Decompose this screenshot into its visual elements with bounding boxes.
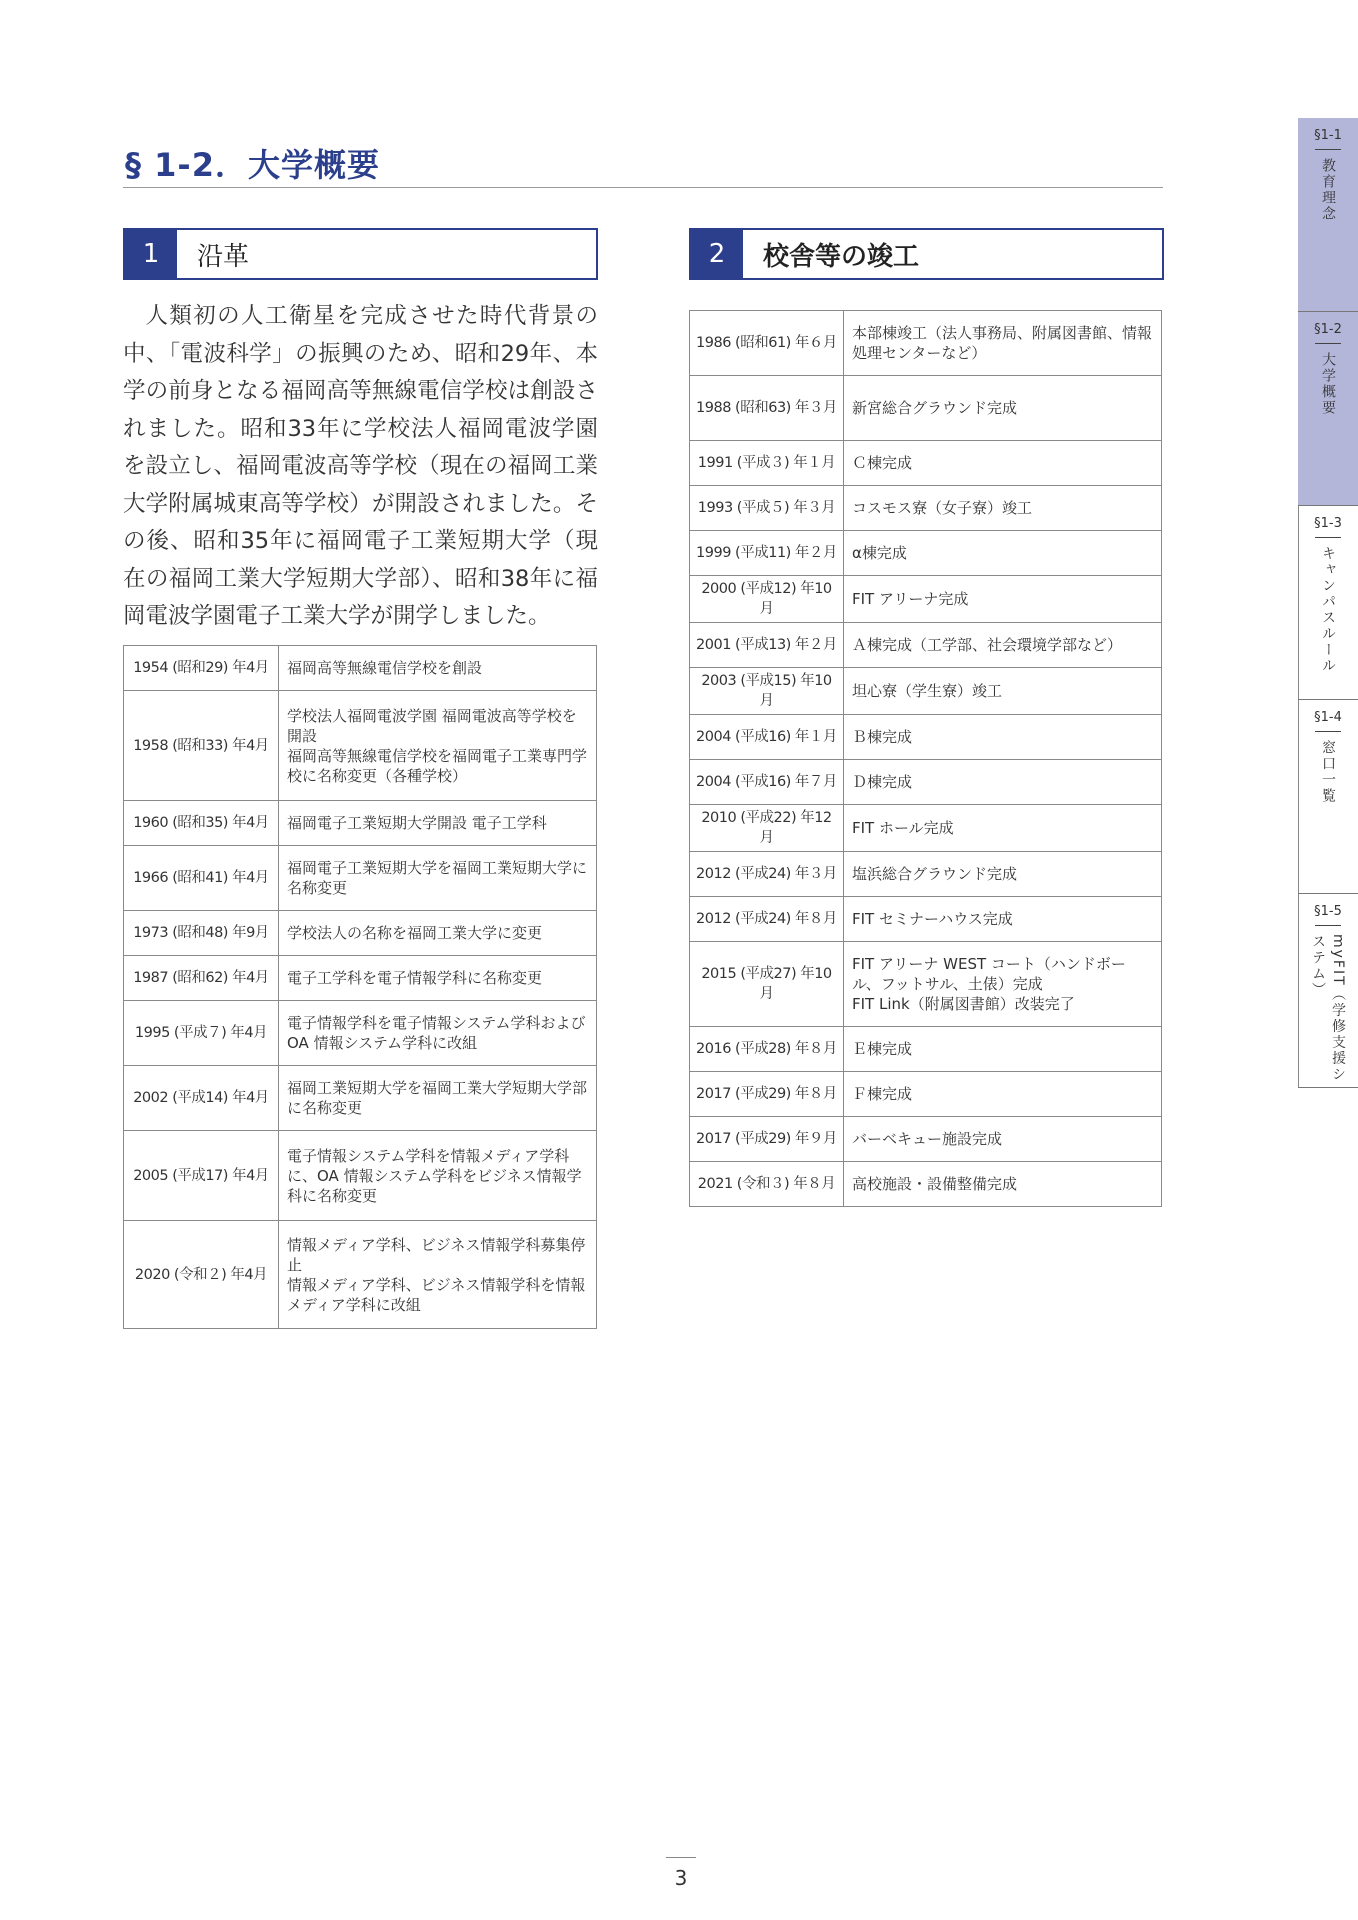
history-table xyxy=(123,645,597,1329)
date-cell: 1958 (昭和33) 年4月 xyxy=(124,691,279,801)
table-row xyxy=(124,646,597,691)
event-cell: 塩浜総合グラウンド完成 xyxy=(844,852,1162,897)
event-cell: Ａ棟完成（工学部、社会環境学部など） xyxy=(844,623,1162,668)
tab-code: §1-3 xyxy=(1314,516,1342,531)
event-cell: Ｂ棟完成 xyxy=(844,715,1162,760)
date-cell: 2012 (平成24) 年３月 xyxy=(690,852,844,897)
tab-code: §1-2 xyxy=(1314,322,1342,337)
date-cell: 2001 (平成13) 年２月 xyxy=(690,623,844,668)
event-cell: 福岡工業短期大学を福岡工業大学短期大学部に名称変更 xyxy=(279,1066,597,1131)
event-cell: 福岡高等無線電信学校を創設 xyxy=(279,646,597,691)
tab-label: 窓口一覧 xyxy=(1320,740,1336,804)
sidebar-tab-1-3[interactable] xyxy=(1298,506,1358,700)
date-cell: 1954 (昭和29) 年4月 xyxy=(124,646,279,691)
date-cell: 2004 (平成16) 年７月 xyxy=(690,760,844,805)
event-cell: Ｄ棟完成 xyxy=(844,760,1162,805)
table-row xyxy=(690,715,1162,760)
section-label: 沿革 xyxy=(197,241,250,272)
date-cell: 2005 (平成17) 年4月 xyxy=(124,1131,279,1221)
date-cell: 1993 (平成５) 年３月 xyxy=(690,486,844,531)
section-heading-history xyxy=(123,228,598,280)
section-number: 1 xyxy=(125,230,177,278)
tab-divider xyxy=(1315,343,1341,344)
date-cell: 1966 (昭和41) 年4月 xyxy=(124,846,279,911)
event-cell: Ｆ棟完成 xyxy=(844,1072,1162,1117)
date-cell: 2017 (平成29) 年９月 xyxy=(690,1117,844,1162)
event-cell: 高校施設・設備整備完成 xyxy=(844,1162,1162,1207)
date-cell: 1973 (昭和48) 年9月 xyxy=(124,911,279,956)
table-row xyxy=(124,1066,597,1131)
table-row xyxy=(124,1131,597,1221)
tab-label: myFIT（学修支援システム） xyxy=(1310,934,1346,1083)
sidebar-tab-1-5[interactable] xyxy=(1298,894,1358,1088)
event-cell: FIT アリーナ WEST コート（ハンドボール、フットサル、土俵）完成 FIT Link（附属図書館）改装完了 xyxy=(844,942,1162,1027)
table-row xyxy=(690,531,1162,576)
event-cell: 本部棟竣工（法人事務局、附属図書館、情報処理センターなど） xyxy=(844,311,1162,376)
date-cell: 2003 (平成15) 年10月 xyxy=(690,668,844,715)
table-row xyxy=(690,897,1162,942)
section-heading-construction xyxy=(689,228,1164,280)
history-intro-paragraph: 人類初の人工衛星を完成させた時代背景の中、「電波科学」の振興のため、昭和29年、本学の前身となる福岡高等無線電信学校は創設されました。昭和33年に学校法人福岡電波学園を設立し、福岡電波高等学校（現在の福岡工業大学附属城東高等学校）が開設されました。その後、昭和35年に福岡電子工業短期大学（現在の福岡工業大学短期大学部）、昭和38年に福岡電波学園電子工業大学が開学しました。 xyxy=(123,303,598,629)
tab-divider xyxy=(1315,149,1341,150)
event-cell: 福岡電子工業短期大学を福岡工業短期大学に名称変更 xyxy=(279,846,597,911)
table-row xyxy=(124,1001,597,1066)
table-row xyxy=(690,623,1162,668)
tab-label: キャンパスルール xyxy=(1320,546,1336,674)
table-row xyxy=(124,956,597,1001)
event-cell: Ｅ棟完成 xyxy=(844,1027,1162,1072)
table-row xyxy=(690,311,1162,376)
table-row xyxy=(690,1027,1162,1072)
tab-label: 教育理念 xyxy=(1320,158,1336,222)
table-row xyxy=(124,846,597,911)
date-cell: 1986 (昭和61) 年６月 xyxy=(690,311,844,376)
table-row xyxy=(124,911,597,956)
date-cell: 2012 (平成24) 年８月 xyxy=(690,897,844,942)
date-cell: 2010 (平成22) 年12月 xyxy=(690,805,844,852)
table-row xyxy=(690,376,1162,441)
event-cell: FIT アリーナ完成 xyxy=(844,576,1162,623)
page-title: § 1-2．大学概要 xyxy=(125,146,380,184)
table-row xyxy=(690,942,1162,1027)
event-cell: 学校法人の名称を福岡工業大学に変更 xyxy=(279,911,597,956)
date-cell: 2021 (令和３) 年８月 xyxy=(690,1162,844,1207)
event-cell: Ｃ棟完成 xyxy=(844,441,1162,486)
section-index-sidebar xyxy=(1298,118,1358,1088)
tab-code: §1-1 xyxy=(1314,128,1342,143)
event-cell: 福岡電子工業短期大学開設 電子工学科 xyxy=(279,801,597,846)
event-cell: バーベキュー施設完成 xyxy=(844,1117,1162,1162)
date-cell: 2015 (平成27) 年10月 xyxy=(690,942,844,1027)
table-row xyxy=(690,805,1162,852)
footer-divider xyxy=(666,1857,696,1858)
table-row xyxy=(690,1072,1162,1117)
event-cell: 学校法人福岡電波学園 福岡電波高等学校を開設 福岡高等無線電信学校を福岡電子工業専門学校に名称変更（各種学校） xyxy=(279,691,597,801)
event-cell: 電子情報システム学科を情報メディア学科に、OA 情報システム学科をビジネス情報学科に名称変更 xyxy=(279,1131,597,1221)
date-cell: 1988 (昭和63) 年３月 xyxy=(690,376,844,441)
event-cell: FIT ホール完成 xyxy=(844,805,1162,852)
tab-code: §1-5 xyxy=(1314,904,1342,919)
title-divider xyxy=(123,187,1163,188)
tab-divider xyxy=(1315,537,1341,538)
table-row xyxy=(124,691,597,801)
event-cell: FIT セミナーハウス完成 xyxy=(844,897,1162,942)
table-row xyxy=(124,801,597,846)
date-cell: 1995 (平成７) 年4月 xyxy=(124,1001,279,1066)
date-cell: 1960 (昭和35) 年4月 xyxy=(124,801,279,846)
event-cell: 電子工学科を電子情報学科に名称変更 xyxy=(279,956,597,1001)
date-cell: 2002 (平成14) 年4月 xyxy=(124,1066,279,1131)
section-number: 2 xyxy=(691,230,743,278)
date-cell: 1999 (平成11) 年２月 xyxy=(690,531,844,576)
event-cell: α棟完成 xyxy=(844,531,1162,576)
event-cell: 電子情報学科を電子情報システム学科および OA 情報システム学科に改組 xyxy=(279,1001,597,1066)
sidebar-tab-1-4[interactable] xyxy=(1298,700,1358,894)
section-label: 校舎等の竣工 xyxy=(763,241,920,272)
table-row xyxy=(690,1162,1162,1207)
table-row xyxy=(690,1117,1162,1162)
event-cell: コスモス寮（女子寮）竣工 xyxy=(844,486,1162,531)
table-row xyxy=(690,760,1162,805)
tab-divider xyxy=(1315,925,1341,926)
date-cell: 2000 (平成12) 年10月 xyxy=(690,576,844,623)
event-cell: 新宮総合グラウンド完成 xyxy=(844,376,1162,441)
event-cell: 坦心寮（学生寮）竣工 xyxy=(844,668,1162,715)
event-cell: 情報メディア学科、ビジネス情報学科募集停止 情報メディア学科、ビジネス情報学科を情報メディア学科に改組 xyxy=(279,1221,597,1329)
tab-label: 大学概要 xyxy=(1320,352,1336,416)
sidebar-tab-1-1[interactable] xyxy=(1298,118,1358,312)
table-row xyxy=(690,576,1162,623)
date-cell: 2017 (平成29) 年８月 xyxy=(690,1072,844,1117)
table-row xyxy=(690,852,1162,897)
page-number: 3 xyxy=(674,1866,688,1890)
sidebar-tab-1-2[interactable] xyxy=(1298,312,1358,506)
table-row xyxy=(690,441,1162,486)
date-cell: 1987 (昭和62) 年4月 xyxy=(124,956,279,1001)
construction-table xyxy=(689,310,1162,1207)
table-row xyxy=(690,668,1162,715)
table-row xyxy=(690,486,1162,531)
date-cell: 2016 (平成28) 年８月 xyxy=(690,1027,844,1072)
tab-divider xyxy=(1315,731,1341,732)
date-cell: 2004 (平成16) 年１月 xyxy=(690,715,844,760)
date-cell: 1991 (平成３) 年１月 xyxy=(690,441,844,486)
date-cell: 2020 (令和２) 年4月 xyxy=(124,1221,279,1329)
table-row xyxy=(124,1221,597,1329)
tab-code: §1-4 xyxy=(1314,710,1342,725)
